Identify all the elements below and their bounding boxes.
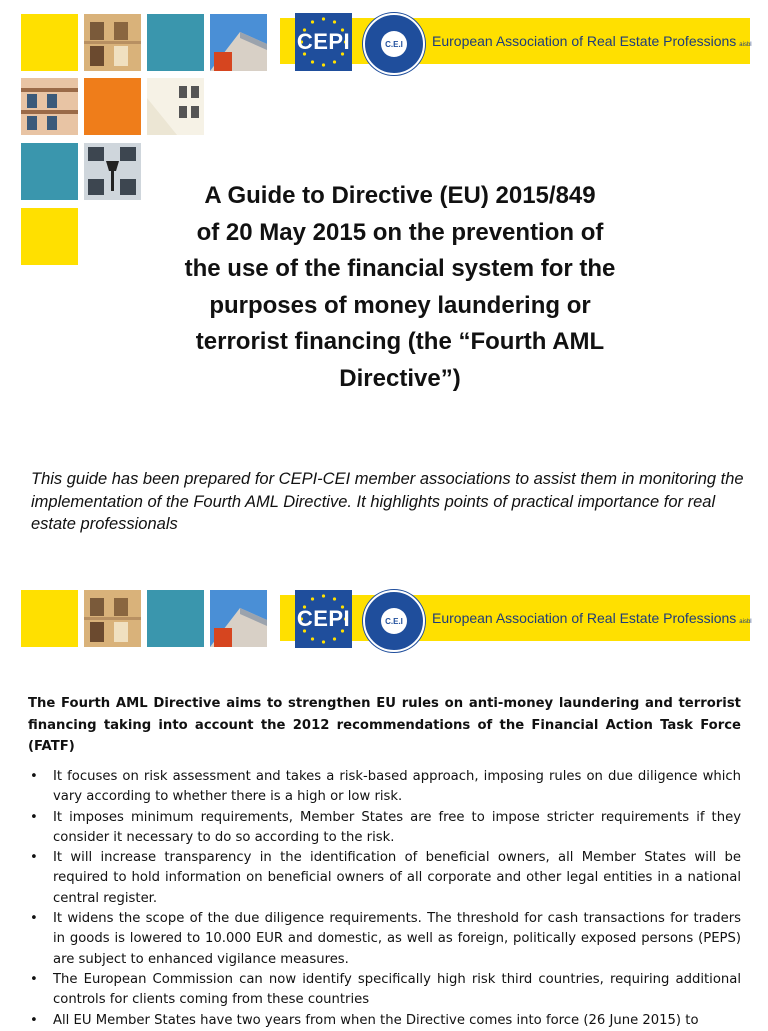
teal-tile xyxy=(147,14,204,71)
cei-seal xyxy=(363,590,425,652)
list-item: • The European Commission can now identify specifically high risk third countries, requiring additional controls for clients coming from these countries xyxy=(30,970,741,1011)
cepi-logo xyxy=(295,590,352,648)
yellow-tile xyxy=(21,590,78,647)
teal-tile xyxy=(147,590,204,647)
streetlamp-photo xyxy=(84,143,141,200)
list-item: • It imposes minimum requirements, Member States are free to impose stricter requirements if they consider it necessary to do so according to the risk. xyxy=(30,808,741,849)
title-line: the use of the financial system for the xyxy=(184,255,616,282)
cepi-logo-text: CEPI xyxy=(296,606,351,631)
title-line: Directive”) xyxy=(339,364,461,392)
teal-tile xyxy=(21,143,78,200)
title-line: terrorist financing (the “Fourth AML xyxy=(195,328,605,355)
facade-photo xyxy=(147,78,204,135)
list-item: • It widens the scope of the due diligence requirements. The threshold for cash transactions for traders in goods is lowered to 10.000 EUR and domestic, as well as foreign, politically exposed persons (PEPS) are subject to enhanced vigilance measures. xyxy=(30,909,741,970)
cei-seal xyxy=(363,13,425,75)
title-line: of 20 May 2015 on the prevention of xyxy=(196,218,604,246)
cover-intro: This guide has been prepared for CEPI-CEI member associations to assist them in monitoring the implementation of the Fourth AML Directive. It highlights points of practical importance for real estate professionals xyxy=(31,470,744,533)
cover-title xyxy=(150,178,650,397)
lead-paragraph: The Fourth AML Directive aims to strengthen EU rules on anti-money laundering and terrorist financing taking into account the 2012 recommendations of the Financial Action Task Force (FATF) xyxy=(28,696,741,754)
association-suffix: aisbl xyxy=(739,619,752,625)
list-item: • It focuses on risk assessment and takes a risk-based approach, imposing rules on due diligence which vary according to whether there is a high or low risk. xyxy=(30,767,741,808)
yellow-tile xyxy=(21,208,78,265)
association-name-text: European Association of Real Estate Professions xyxy=(432,610,737,626)
cei-seal-text: C.E.I xyxy=(381,608,407,634)
cepi-logo xyxy=(295,13,352,71)
building-photo xyxy=(84,14,141,71)
modern-building-photo xyxy=(210,590,267,647)
association-name xyxy=(432,33,752,49)
list-item: • It will increase transparency in the identification of beneficial owners, all Member States will be required to hold information on beneficial owners of all corporate and other legal entities in a national central register. xyxy=(30,848,741,909)
association-name xyxy=(432,610,752,626)
title-line: A Guide to Directive (EU) 2015/849 xyxy=(204,182,596,209)
association-name-text: European Association of Real Estate Professions xyxy=(432,33,737,49)
bullet-list xyxy=(30,767,741,1031)
cepi-logo-text: CEPI xyxy=(296,29,351,54)
cei-seal-text: C.E.I xyxy=(381,31,407,57)
list-item: • All EU Member States have two years from when the Directive comes into force (26 June 2015) to xyxy=(30,1011,741,1031)
balcony-photo xyxy=(21,78,78,135)
association-suffix: aisbl xyxy=(739,42,752,48)
modern-building-photo xyxy=(210,14,267,71)
title-line: purposes of money laundering or xyxy=(209,291,591,319)
yellow-tile xyxy=(21,14,78,71)
orange-tile xyxy=(84,78,141,135)
building-photo xyxy=(84,590,141,647)
